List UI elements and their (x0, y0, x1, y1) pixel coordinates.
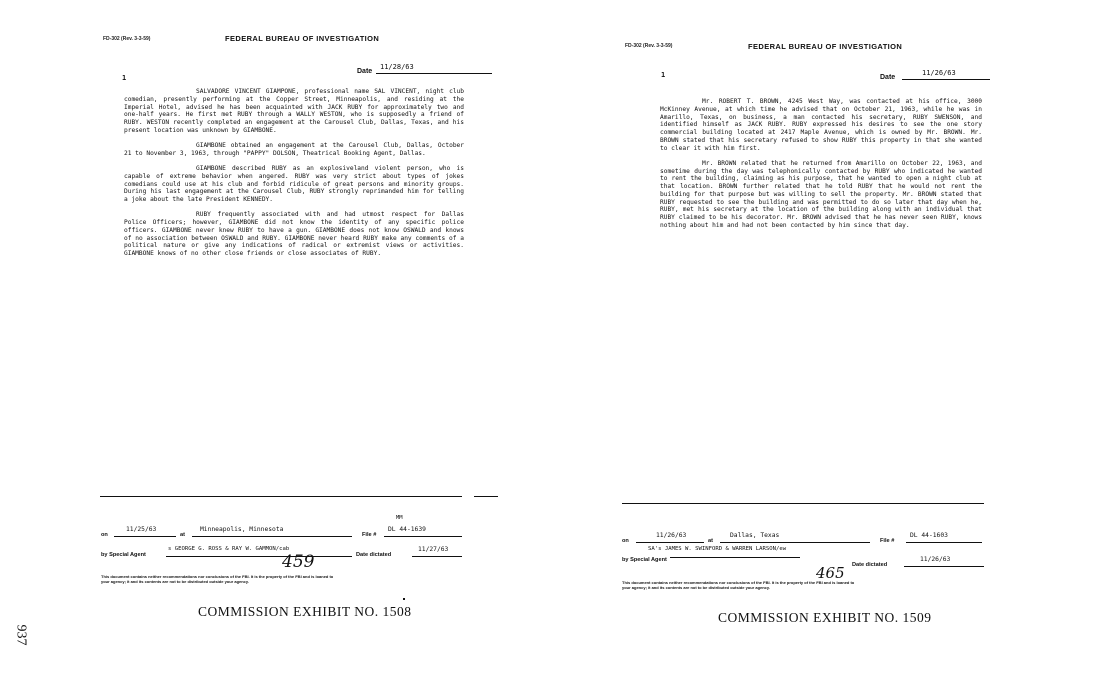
date-label: Date (357, 68, 373, 75)
disclaimer-line: This document contains neither recommendations nor conclusions of the FBI. It is the property of the FBI and is loaned to (101, 574, 334, 579)
disclaimer-line: your agency; it and its contents are not to be distributed outside your agency. (101, 579, 249, 584)
file-label: File # (880, 538, 895, 544)
handwritten-number: 465 (816, 564, 845, 582)
on-label: on (622, 538, 629, 544)
special-agents: s GEORGE G. ROSS & RAY W. GAMMON/cab (168, 546, 290, 552)
agency-header: FEDERAL BUREAU OF INVESTIGATION (748, 42, 903, 51)
interview-date: 11/25/63 (126, 526, 157, 533)
date-line (376, 63, 492, 74)
page-number: 1 (661, 71, 666, 79)
special-agents: SA's JAMES W. SWINFORD & WARREN LARSON/ew (648, 546, 787, 552)
file-number: DL 44-1639 (388, 526, 426, 533)
on-date-line (636, 532, 704, 543)
document-date: 11/26/63 (922, 69, 956, 77)
file-line (384, 526, 462, 537)
volume-page-number: 937 (13, 624, 29, 646)
agent-line (166, 546, 352, 557)
separator-line (622, 503, 984, 504)
handwritten-number: 459 (282, 552, 315, 572)
agent-label: by Special Agent (101, 552, 146, 558)
disclaimer-line: This document contains neither recommendations nor conclusions of the FBI. It is the property of the FBI and is loaned to (622, 580, 855, 585)
document-body (124, 88, 464, 373)
paragraph: RUBY frequently associated with and had utmost respect for Dallas Police Officers; however, GIAMBONE did not know the identity of any specific police officers. GIAMBONE never knew RUBY to have a gun. GIAMBONE does not know OSWALD and knows of no association between OSWALD and RUBY. GIAMBONE never heard RUBY make any comments of a political nature or give any indications of radical or extremist views or activities. GIAMBONE knows of no other close friends or close associates of RUBY. (124, 211, 464, 257)
at-label: at (708, 538, 713, 544)
separator-line (474, 496, 498, 497)
separator-line (100, 496, 462, 497)
dictated-line (904, 556, 984, 567)
paragraph: Mr. ROBERT T. BROWN, 4245 West Way, was contacted at his office, 3000 McKinney Avenue, at which time he advised that on October 21, 1963, while he was in Amarillo, Texas, on business, a man contacted his secretary, RUBY SWENSON, and identified himself as JACK RUBY. RUBY expressed his desires to see the one story commercial building located at 2417 Maple Avenue, which is owned by Mr. BROWN. Mr. BROWN stated that his secretary refused to show RUBY this property in that she wanted to clear it with him first. (660, 98, 982, 152)
dictated-label: Date dictated (852, 562, 888, 568)
document-date: 11/28/63 (380, 63, 414, 71)
date-line (902, 69, 990, 80)
agency-header: FEDERAL BUREAU OF INVESTIGATION (225, 34, 380, 43)
paragraph: Mr. BROWN related that he returned from Amarillo on October 22, 1963, and sometime during the day was telephonically contacted by RUBY who indicated he wanted to rent the building, claiming as his purpose, that he wanted to open a night club at that location. BROWN further related that he told RUBY that he would not rent the building for that purpose but was willing to sell the property. Mr. BROWN stated that RUBY requested to see the building and was permitted to do so later that day when he, RUBY, met his secretary at the location of the building along with an individual that RUBY claimed to be his decorator. Mr. BROWN advised that he has never seen RUBY, knows nothing about him and had not been contacted by him since that day. (660, 159, 982, 229)
agent-line (670, 557, 800, 558)
fbi-disclaimer (622, 580, 992, 590)
at-label: at (180, 532, 185, 538)
dictated-line (412, 546, 462, 557)
dictated-date: 11/26/63 (920, 556, 951, 563)
exhibit-caption: COMMISSION EXHIBIT NO. 1508 (198, 604, 412, 619)
dot-mark (403, 598, 405, 600)
interview-location: Minneapolis, Minnesota (200, 526, 284, 533)
interview-date: 11/26/63 (656, 532, 687, 539)
on-date-line (114, 526, 176, 537)
form-id: FD-302 (Rev. 3-3-59) (625, 43, 673, 49)
form-id: FD-302 (Rev. 3-3-59) (103, 36, 151, 42)
file-line (906, 532, 982, 543)
exhibit-caption: COMMISSION EXHIBIT NO. 1509 (718, 610, 932, 625)
paragraph: GIAMBONE obtained an engagement at the Carousel Club, Dallas, October 21 to November 3, 1963, through "PAPPY" DOLSON, Theatrical Booking Agent, Dallas. (124, 142, 464, 157)
paragraph: SALVADORE VINCENT GIAMPONE, professional name SAL VINCENT, night club comedian, presently performing at the Copper Street, Minneapolis, and residing at the Imperial Hotel, advised he has been acquainted with JACK RUBY for approximately two and one-half years. He first met RUBY through a WALLY WESTON, who is supposedly a friend of RUBY. WESTON recently completed an engagement at the Carousel Club, Dallas, Texas, and his present location was unknown by GIAMBONE. (124, 88, 464, 134)
paragraph: GIAMBONE described RUBY as an explosiveland violent person, who is capable of extreme behavior when angered. RUBY was very strict about types of jokes comedians could use at his club and forbid ridicule of great persons and minority groups. During his last engagement at the Carousel Club, RUBY strongly reprimanded him for telling a joke about the late President KENNEDY. (124, 165, 464, 203)
file-number: DL 44-1603 (910, 532, 948, 539)
location-line (192, 526, 352, 537)
document-body (660, 98, 982, 303)
date-label: Date (880, 74, 896, 81)
disclaimer-line: your agency; it and its contents are not to be distributed outside your agency. (622, 585, 770, 590)
dictated-label: Date dictated (356, 552, 392, 558)
on-label: on (101, 532, 108, 538)
dictated-date: 11/27/63 (418, 546, 449, 553)
agent-label: by Special Agent (622, 557, 667, 563)
page-number: 1 (122, 74, 127, 82)
file-label: File # (362, 532, 377, 538)
location-line (720, 532, 870, 543)
fbi-disclaimer (101, 574, 471, 584)
interview-location: Dallas, Texas (730, 532, 780, 539)
file-prefix: MM (396, 515, 403, 521)
